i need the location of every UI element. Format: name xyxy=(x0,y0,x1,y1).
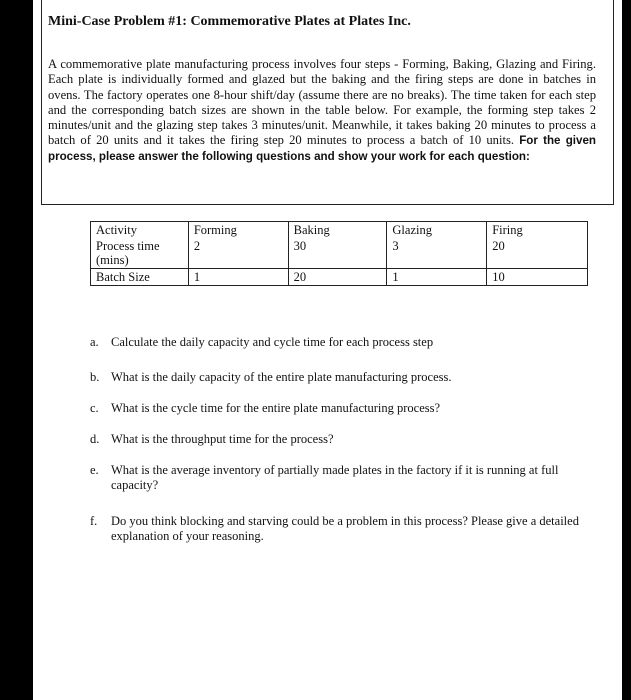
table-header-cell: Firing xyxy=(487,222,588,239)
table-row xyxy=(91,269,588,286)
intro-emphasis: For the given process, please answer the following questions and show your work for each question: xyxy=(48,134,596,163)
question-letter: d. xyxy=(90,432,100,446)
table-header-cell: Activity xyxy=(91,222,189,239)
document-page xyxy=(33,0,622,700)
table-cell: 1 xyxy=(188,269,288,286)
table-row-label: Batch Size xyxy=(91,269,189,286)
question-text: What is the cycle time for the entire plate manufacturing process? xyxy=(111,401,441,415)
process-table xyxy=(90,221,588,286)
page-title: Mini-Case Problem #1: Commemorative Plates at Plates Inc. xyxy=(48,14,411,29)
table-header-cell: Forming xyxy=(188,222,288,239)
table-header-cell: Glazing xyxy=(387,222,487,239)
question-text: What is the average inventory of partially made plates in the factory if it is running at full capacity? xyxy=(111,463,559,492)
table-cell: 3 xyxy=(387,238,487,269)
question-letter: a. xyxy=(90,335,99,349)
table-cell: 20 xyxy=(288,269,387,286)
table-cell: 2 xyxy=(188,238,288,269)
question-text: What is the daily capacity of the entire plate manufacturing process. xyxy=(111,370,452,384)
question-letter: f. xyxy=(90,514,98,528)
question-letter: b. xyxy=(90,370,100,384)
intro-text: A commemorative plate manufacturing process involves four steps - Forming, Baking, Glazing and Firing. Each plate is individually formed and glazed but the baking and the firing steps are done in batches in ovens. The factory operates one 8-hour shift/day (assume there are no breaks). The time taken for each step and the corresponding batch sizes are shown in the table below. For example, the forming step takes 2 minutes/unit and the glazing step takes 3 minutes/unit. Meanwhile, it takes baking 20 minutes to process a batch of 20 units and it takes the firing step 20 minutes to process a batch of 10 units. xyxy=(48,57,596,148)
table-row xyxy=(91,238,588,269)
question-letter: c. xyxy=(90,401,99,415)
question-text: Do you think blocking and starving could be a problem in this process? Please give a detailed explanation of your reasoning. xyxy=(111,514,579,543)
table-cell: 1 xyxy=(387,269,487,286)
intro-paragraph xyxy=(48,57,596,164)
table-header-cell: Baking xyxy=(288,222,387,239)
table-header-row xyxy=(91,222,588,239)
table-row-label: Process time (mins) xyxy=(91,238,189,269)
question-text: Calculate the daily capacity and cycle time for each process step xyxy=(111,335,434,349)
table-cell: 20 xyxy=(487,238,588,269)
question-letter: e. xyxy=(90,463,99,477)
table-cell: 30 xyxy=(288,238,387,269)
question-text: What is the throughput time for the process? xyxy=(111,432,334,446)
table-cell: 10 xyxy=(487,269,588,286)
